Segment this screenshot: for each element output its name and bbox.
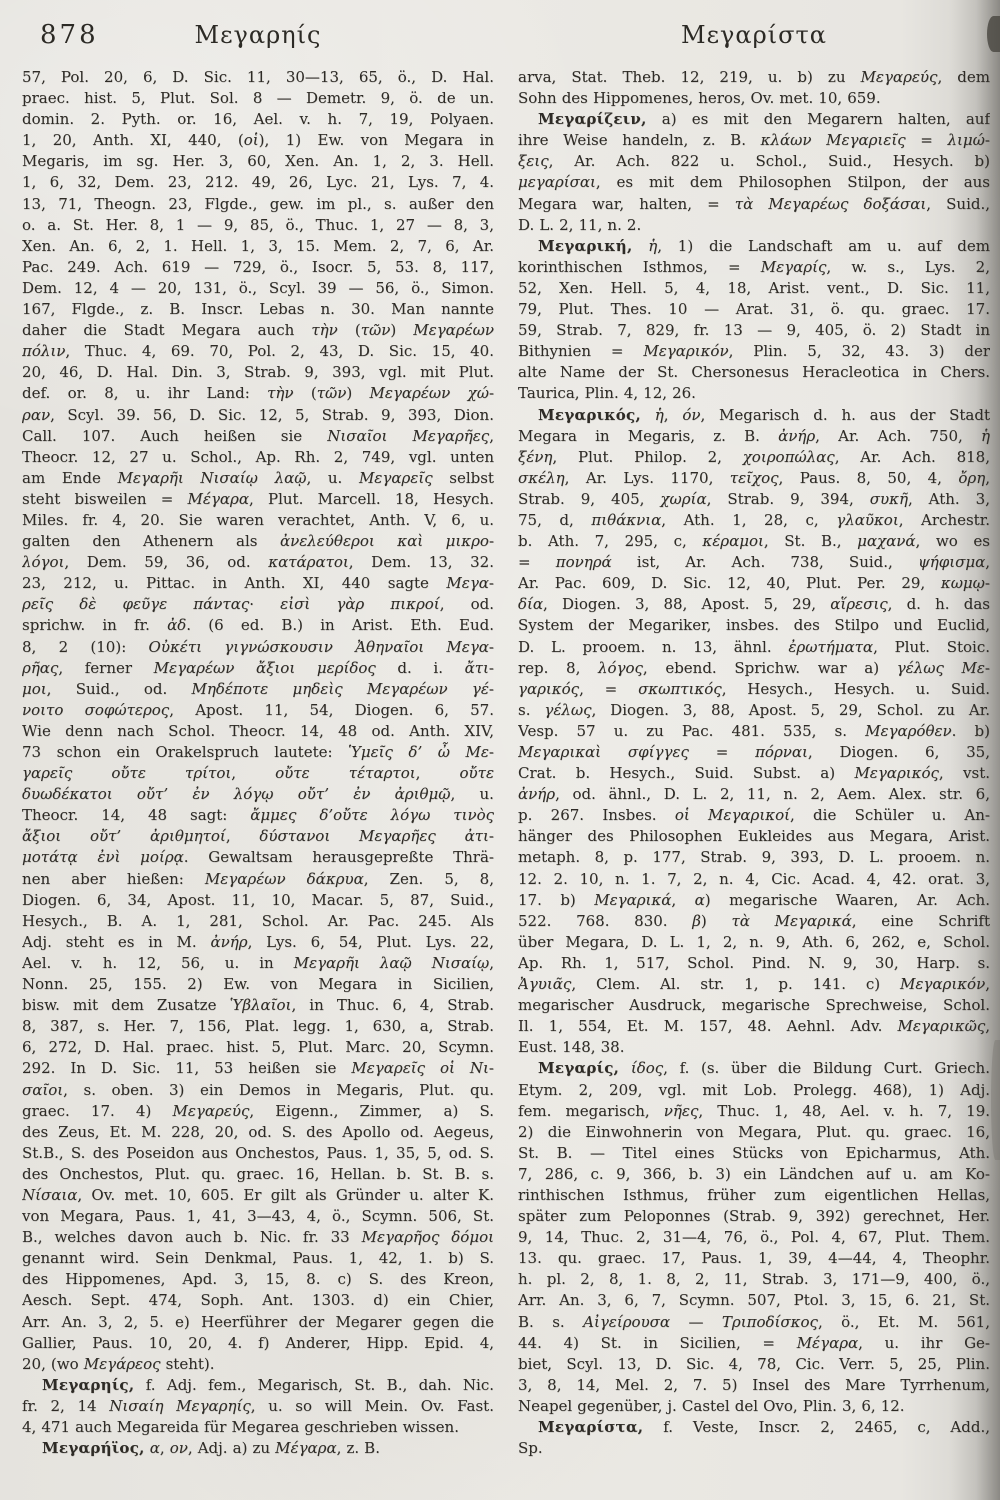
text-line: bisw. mit dem Zusatze Ὑβλαῖοι, in Thuc. 6, 4, Strab. — [22, 996, 494, 1015]
text-line: μοι, Suid., od. Μηδέποτε μηδεὶς Μεγαρέων γέ- — [22, 679, 494, 698]
text-line: 6, 272, D. Hal. praec. hist. 5, Plut. Marc. 20, Scymn. — [22, 1038, 494, 1057]
text-line: πόλιν, Thuc. 4, 69. 70, Pol. 2, 43, D. Sic. 15, 40. — [22, 342, 494, 361]
text-line: D. L. 2, 11, n. 2. — [518, 215, 642, 234]
text-line: νοιτο σοφώτερος, Apost. 11, 54, Diogen. 6, 57. — [22, 700, 494, 719]
text-line: o. a. St. Her. 8, 1 — 9, 85, ö., Thuc. 1, 27 — 8, 3, — [22, 215, 494, 234]
text-line: σκέλη, Ar. Lys. 1170, τεῖχος, Paus. 8, 50, 4, ὄρη, — [518, 468, 990, 487]
text-line: alte Name der St. Chersonesus Heracleotica in Chers. — [518, 363, 990, 382]
text-line: def. or. 8, u. ihr Land: τὴν (τῶν) Μεγαρέων χώ- — [22, 384, 494, 403]
text-line: Eust. 148, 38. — [518, 1038, 625, 1057]
text-line: später zum Peloponnes (Strab. 9, 392) gerechnet, Her. — [518, 1207, 990, 1226]
entry-headword: Μεγαρική, — [538, 236, 633, 255]
text-line: 167, Flgde., z. B. Inscr. Lebas n. 30. Man nannte — [22, 300, 494, 319]
text-line: 73 schon ein Orakelspruch lautete: Ὑμεῖς δ’ ὦ Με- — [22, 743, 494, 761]
text-line: μοτάτᾳ ἐνὶ μοίρᾳ. Gewaltsam herausgepreßte Thrä- — [22, 848, 494, 867]
text-line: über Megara, D. L. 1, 2, n. 9, Ath. 6, 262, e, Schol. — [518, 932, 990, 951]
entry-headword: Μεγαρικός, — [538, 405, 642, 424]
text-line: fem. megarisch, νῆες, Thuc. 1, 48, Ael. v. h. 7, 19. — [518, 1101, 990, 1120]
entry-first-line: Μεγαρίστα, f. Veste, Inscr. 2, 2465, c, Add., — [538, 1418, 990, 1436]
text-line: 9, 14, Thuc. 2, 31—4, 76, ö., Pol. 4, 67, Plut. Them. — [518, 1228, 990, 1247]
text-line: Theocr. 14, 48 sagt: ἄμμες δ’οὔτε λόγω τινὸς — [22, 806, 494, 825]
text-line: ξένη, Plut. Philop. 2, χοιροπώλας, Ar. Ach. 818, — [518, 447, 990, 466]
entry-paragraph — [518, 405, 990, 1059]
page-number: 878 — [40, 20, 99, 50]
text-line: des Onchestos, Plut. qu. graec. 16, Hellan. b. St. B. s. — [22, 1164, 494, 1183]
text-line: des Zeus, Et. M. 228, 20, od. S. des Apollo od. Aegeus, — [22, 1122, 494, 1141]
text-line: ρῆας, ferner Μεγαρέων ἄξιοι μερίδος d. i. ἄτι- — [22, 658, 494, 677]
entry-paragraph — [518, 67, 990, 109]
text-line: Arr. An. 3, 6, 7, Scymn. 507, Ptol. 3, 15, 6. 21, St. — [518, 1291, 990, 1310]
text-line: fr. 2, 14 Νισαίη Μεγαρηίς, u. so will Mein. Ov. Fast. — [22, 1396, 494, 1415]
entry-paragraph — [22, 67, 494, 1375]
text-column-right — [518, 67, 990, 1459]
text-line: Sp. — [518, 1439, 543, 1458]
text-line: b. Ath. 7, 295, c, κέραμοι, St. B., μαχανά, wo es — [518, 532, 990, 551]
entry-first-line: Μεγαρηίς, f. Adj. fem., Megarisch, St. B., dah. Nic. — [42, 1375, 494, 1394]
text-line: rep. 8, λόγος, ebend. Sprichw. war a) γέλως Με- — [518, 658, 990, 677]
text-line: Strab. 9, 405, χωρία, Strab. 9, 394, συκῆ, Ath. 3, — [518, 489, 990, 508]
text-line: 4, 471 auch Megareida für Megarea geschrieben wissen. — [22, 1418, 459, 1436]
entry-paragraph — [22, 1375, 494, 1438]
text-line: 23, 212, u. Pittac. in Anth. XI, 440 sagte Μεγα- — [22, 574, 494, 593]
scan-edge-smudge — [991, 1040, 1000, 1160]
text-line: rinthischen Isthmus, früher zum eigentlichen Hellas, — [518, 1185, 990, 1204]
text-line: Pac. 249. Ach. 619 — 729, ö., Isocr. 5, 53. 8, 117, — [22, 257, 494, 276]
text-line: Ar. Pac. 609, D. Sic. 12, 40, Plut. Per. 29, κωμῳ- — [518, 574, 990, 593]
text-line: Miles. fr. 4, 20. Sie waren verachtet, Anth. V, 6, u. — [22, 510, 494, 529]
text-line: Sohn des Hippomenes, heros, Ov. met. 10, 659. — [518, 89, 881, 108]
text-line: daher die Stadt Megara auch τὴν (τῶν) Μεγαρέων — [22, 321, 494, 340]
text-line: domin. 2. Pyth. or. 16, Ael. v. h. 7, 19, Polyaen. — [22, 110, 494, 129]
text-line: Diogen. 6, 34, Apost. 11, 10, Macar. 5, 87, Suid., — [22, 890, 494, 909]
text-line: St. B. — Titel eines Stücks von Epicharmus, Ath. — [518, 1143, 990, 1162]
text-line: 8, 387, s. Her. 7, 156, Plat. legg. 1, 630, a, Strab. — [22, 1017, 494, 1036]
text-line: megarischer Ausdruck, megarische Sprechweise, Schol. — [518, 996, 990, 1015]
text-line: Wie denn nach Schol. Theocr. 14, 48 od. Anth. XIV, — [22, 721, 494, 740]
text-line: von Megara, Paus. 1, 41, 3—43, 4, ö., Scymn. 506, St. — [22, 1207, 494, 1226]
text-line: Bithynien = Μεγαρικόν, Plin. 5, 32, 43. 3) der — [518, 342, 990, 361]
text-line: Theocr. 12, 27 u. Schol., Ap. Rh. 2, 749, vgl. unten — [22, 447, 494, 466]
text-line: 2) die Einwohnerin von Megara, Plut. qu. graec. 16, — [518, 1122, 990, 1141]
text-line: Dem. 12, 4 — 20, 131, ö., Scyl. 39 — 56, ö., Simon. — [22, 278, 494, 297]
text-line: Ἀγυιᾶς, Clem. Al. str. 1, p. 141. c) Μεγαρικόν, — [518, 975, 990, 994]
entry-paragraph — [22, 1438, 494, 1459]
text-line: ἄξιοι οὔτ’ ἀριθμητοί, δύστανοι Μεγαρῆες ἀτι- — [22, 827, 494, 846]
text-line: 59, Strab. 7, 829, fr. 13 — 9, 405, ö. 2) Stadt in — [518, 321, 990, 340]
text-line: 13. qu. graec. 17, Paus. 1, 39, 4—44, 4, Theophr. — [518, 1249, 990, 1268]
entry-paragraph — [518, 236, 990, 405]
text-line: p. 267. Insbes. οἱ Μεγαρικοί, die Schüler u. An- — [518, 806, 990, 825]
text-line: graec. 17. 4) Μεγαρεύς, Eigenn., Zimmer, a) S. — [22, 1101, 494, 1120]
text-line: Adj. steht es in M. ἀνήρ, Lys. 6, 54, Plut. Lys. 22, — [22, 932, 494, 951]
text-line: nen aber hießen: Μεγαρέων δάκρυα, Zen. 5, 8, — [22, 869, 494, 888]
text-line: Call. 107. Auch heißen sie Νισαῖοι Μεγαρῆες, — [22, 426, 494, 445]
text-line: h. pl. 2, 8, 1. 8, 2, 11, Strab. 3, 171—9, 400, ö., — [518, 1270, 990, 1289]
text-line: praec. hist. 5, Plut. Sol. 8 — Demetr. 9, ö. de un. — [22, 89, 494, 108]
entry-first-line: Μεγαρίς, ίδος, f. (s. über die Bildung Curt. Griech. — [538, 1059, 990, 1078]
text-line: genannt wird. Sein Denkmal, Paus. 1, 42, 1. b) S. — [22, 1249, 494, 1268]
entry-paragraph — [518, 109, 990, 236]
text-line: biet, Scyl. 13, D. Sic. 4, 78, Cic. Verr. 5, 25, Plin. — [518, 1354, 990, 1373]
text-line: Nonn. 25, 155. 2) Ew. von Megara in Sicilien, — [22, 975, 494, 994]
text-line: Hesych., B. A. 1, 281, Schol. Ar. Pac. 245. Als — [22, 911, 494, 930]
text-line: Neapel gegenüber, j. Castel del Ovo, Plin. 3, 6, 12. — [518, 1396, 905, 1415]
text-column-left — [22, 67, 494, 1459]
text-line: am Ende Μεγαρῆι Νισαίῳ λαῷ, u. Μεγαρεῖς selbst — [22, 468, 494, 487]
text-line: = πονηρά ist, Ar. Ach. 738, Suid., ψήφισμα, — [518, 553, 990, 572]
text-line: Μεγαρικαὶ σφίγγες = πόρναι, Diogen. 6, 35, — [518, 743, 990, 761]
text-line: 12. 2. 10, n. 1. 7, 2, n. 4, Cic. Acad. 4, 42. orat. 3, — [518, 869, 990, 888]
text-line: korinthischen Isthmos, = Μεγαρίς, w. s., Lys. 2, — [518, 257, 990, 276]
entry-headword: Μεγαρήϊος, — [42, 1439, 145, 1458]
text-line: λόγοι, Dem. 59, 36, od. κατάρατοι, Dem. 13, 32. — [22, 553, 494, 572]
text-line: steht bisweilen = Μέγαρα, Plut. Marcell. 18, Hesych. — [22, 489, 494, 508]
text-line: St.B., S. des Poseidon aus Onchestos, Paus. 1, 35, 5, od. S. — [22, 1143, 494, 1162]
text-line: 44. 4) St. in Sicilien, = Μέγαρα, u. ihr Ge- — [518, 1333, 990, 1352]
text-line: 52, Xen. Hell. 5, 4, 18, Arist. vent., D. Sic. 11, — [518, 278, 990, 297]
text-line: 57, Pol. 20, 6, D. Sic. 11, 30—13, 65, ö., D. Hal. — [22, 68, 494, 86]
text-line: 79, Plut. Thes. 10 — Arat. 31, ö. qu. graec. 17. — [518, 300, 990, 319]
text-line: μεγαρίσαι, es mit dem Philosophen Stilpon, der aus — [518, 173, 990, 192]
entry-headword: Μεγαρίζειν, — [538, 110, 647, 129]
text-line: Gallier, Paus. 10, 20, 4. f) Anderer, Hipp. Epid. 4, — [22, 1333, 494, 1352]
running-head-right: Μεγαρίστα — [681, 21, 827, 49]
entry-first-line: Μεγαρίζειν, a) es mit den Megarern halten, auf — [538, 110, 990, 129]
text-line: Νίσαια, Ov. met. 10, 605. Er gilt als Gründer u. alter K. — [22, 1185, 494, 1204]
text-line: Il. 1, 554, Et. M. 157, 48. Aehnl. Adv. Μεγαρικῶς, — [518, 1017, 990, 1036]
text-line: 1, 20, Anth. XI, 440, (οἱ), 1) Ew. von Megara in — [22, 131, 494, 150]
text-line: 292. In D. Sic. 11, 53 heißen sie Μεγαρεῖς οἱ Νι- — [22, 1059, 494, 1078]
text-line: galten den Athenern als ἀνελεύθεροι καὶ μικρο- — [22, 532, 494, 551]
text-line: Etym. 2, 209, vgl. mit Lob. Prolegg. 468), 1) Adj. — [518, 1080, 990, 1099]
text-line: s. γέλως, Diogen. 3, 88, Apost. 5, 29, Schol. zu Ar. — [518, 700, 990, 719]
text-line: ραν, Scyl. 39. 56, D. Sic. 12, 5, Strab. 9, 393, Dion. — [22, 405, 494, 424]
text-line: Crat. b. Hesych., Suid. Subst. a) Μεγαρικός, vst. — [518, 764, 990, 783]
text-line: Aesch. Sept. 474, Soph. Ant. 1303. d) ein Chier, — [22, 1291, 494, 1310]
text-line: 522. 768. 830. β) τὰ Μεγαρικά, eine Schrift — [518, 911, 990, 930]
entry-headword: Μεγαρίς, — [538, 1059, 620, 1078]
text-line: Arr. An. 3, 2, 5. e) Heerführer der Megarer gegen die — [22, 1312, 494, 1331]
text-line: 17. b) Μεγαρικά, α) megarische Waaren, Ar. Ach. — [518, 890, 990, 909]
text-line: ξεις, Ar. Ach. 822 u. Schol., Suid., Hesych. b) — [518, 152, 990, 171]
text-line: Megara war, halten, = τὰ Μεγαρέως δοξάσαι, Suid., — [518, 194, 990, 213]
entry-first-line: Μεγαρικός, ἡ, όν, Megarisch d. h. aus der Stadt — [538, 405, 990, 424]
text-line: 75, d, πιθάκνια, Ath. 1, 28, c, γλαῦκοι, Archestr. — [518, 510, 990, 529]
text-line: 13, 71, Theogn. 23, Flgde., gew. im pl., s. außer den — [22, 194, 494, 213]
text-line: Megara in Megaris, z. B. ἀνήρ, Ar. Ach. 750, ἡ — [518, 426, 990, 445]
text-line: Ap. Rh. 1, 517, Schol. Pind. N. 9, 30, Harp. s. — [518, 953, 990, 972]
text-line: D. L. prooem. n. 13, ähnl. ἐρωτήματα, Plut. Stoic. — [518, 637, 990, 656]
text-line: 20, (wo Μεγάρεος steht). — [22, 1354, 215, 1373]
text-line: 1, 6, 32, Dem. 23, 212. 49, 26, Lyc. 21, Lys. 7, 4. — [22, 173, 494, 192]
text-line: 20, 46, D. Hal. Din. 3, Strab. 9, 393, vgl. mit Plut. — [22, 363, 494, 382]
text-line: δία, Diogen. 3, 88, Apost. 5, 29, αἵρεσις, d. h. das — [518, 595, 990, 614]
text-line: δυωδέκατοι οὔτ’ ἐν λόγῳ οὔτ’ ἐν ἀριθμῷ, u. — [22, 785, 494, 804]
text-line: metaph. 8, p. 177, Strab. 9, 393, D. L. prooem. n. — [518, 848, 990, 867]
text-line: ihre Weise handeln, z. B. κλάων Μεγαριεῖς = λιμώ- — [518, 131, 990, 150]
entry-headword: Μεγαρίστα, — [538, 1418, 644, 1436]
text-line: System der Megariker, insbes. des Stilpo und Euclid, — [518, 616, 990, 635]
running-head-left: Μεγαρηίς — [194, 21, 322, 49]
text-line: 8, 2 (10): Οὐκέτι γιγνώσκουσιν Ἀθηναῖοι Μεγα- — [22, 637, 494, 656]
text-line: B., welches davon auch b. Nic. fr. 33 Μεγαρῆος δόμοι — [22, 1228, 494, 1247]
entry-paragraph — [518, 1058, 990, 1417]
text-line: ρεῖς δὲ φεῦγε πάντας· εἰσὶ γὰρ πικροί, od. — [22, 595, 494, 614]
text-line: Taurica, Plin. 4, 12, 26. — [518, 384, 696, 403]
text-line: Megaris, im sg. Her. 3, 60, Xen. An. 1, 2, 3. Hell. — [22, 152, 494, 171]
text-line: B. s. Αἰγείρουσα — Τριποδίσκος, ö., Et. M. 561, — [518, 1312, 990, 1331]
text-line: sprichw. in fr. ἀδ. (6 ed. B.) in Arist. Eth. Eud. — [22, 616, 494, 635]
text-line: ἀνήρ, od. ähnl., D. L. 2, 11, n. 2, Aem. Alex. str. 6, — [518, 785, 990, 804]
entry-headword: Μεγαρηίς, — [42, 1375, 135, 1394]
entry-paragraph — [518, 1417, 990, 1459]
text-line: Xen. An. 6, 2, 1. Hell. 1, 3, 15. Mem. 2, 7, 6, Ar. — [22, 236, 494, 255]
text-line: σαῖοι, s. oben. 3) ein Demos in Megaris, Plut. qu. — [22, 1080, 494, 1099]
text-line: arva, Stat. Theb. 12, 219, u. b) zu Μεγαρεύς, dem — [518, 68, 990, 86]
text-line: hänger des Philosophen Eukleides aus Megara, Arist. — [518, 827, 990, 846]
text-line: Vesp. 57 u. zu Pac. 481. 535, s. Μεγαρόθεν. b) — [518, 721, 990, 740]
text-line: 3, 8, 14, Mel. 2, 7. 5) Insel des Mare Tyrrhenum, — [518, 1375, 990, 1394]
text-line: γαρικός, = σκωπτικός, Hesych., Hesych. u. Suid. — [518, 679, 990, 698]
entry-first-line: Μεγαρική, ἡ, 1) die Landschaft am u. auf dem — [538, 236, 990, 255]
entry-first-line: Μεγαρήϊος, α, ον, Adj. a) zu Μέγαρα, z. B. — [42, 1439, 380, 1458]
text-line: 7, 286, c. 9, 366, b. 3) ein Ländchen auf u. am Ko- — [518, 1164, 990, 1183]
text-line: des Hippomenes, Apd. 3, 15, 8. c) S. des Kreon, — [22, 1270, 494, 1289]
text-line: Ael. v. h. 12, 56, u. in Μεγαρῆι λαῷ Νισαίῳ, — [22, 953, 494, 972]
text-line: γαρεῖς οὔτε τρίτοι, οὔτε τέταρτοι, οὔτε — [22, 764, 494, 783]
